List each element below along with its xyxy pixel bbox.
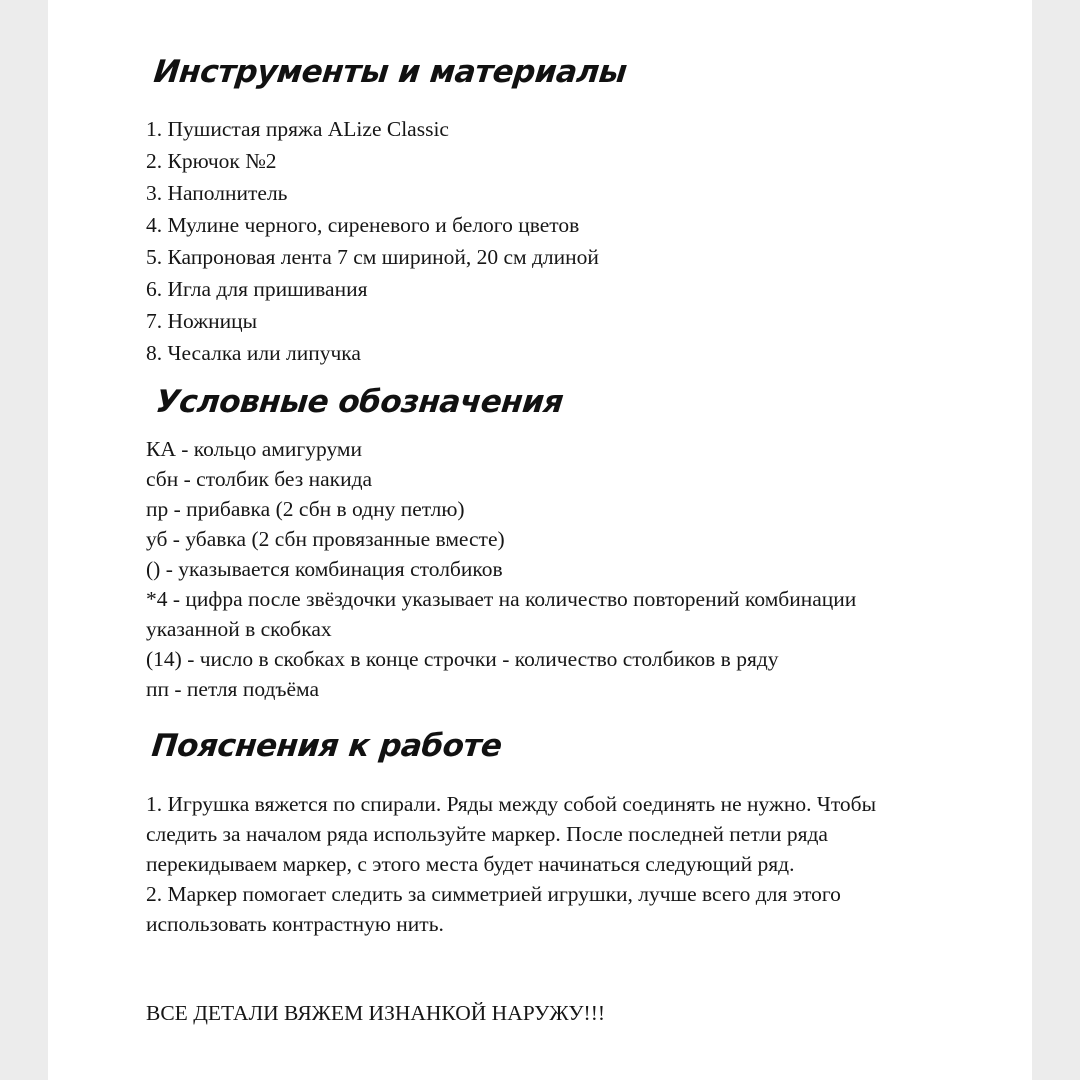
document-page: [48, 0, 1032, 1080]
note-paragraph: 2. Маркер помогает следить за симметрией игрушки, лучше всего для этого использовать контрастную нить.: [146, 882, 841, 936]
list-item: 4. Мулине черного, сиреневого и белого цветов: [146, 213, 580, 237]
list-item: 1. Пушистая пряжа ALize Classic: [146, 117, 449, 141]
list-item: *4 - цифра после звёздочки указывает на количество повторений комбинации указанной в скобках: [146, 587, 857, 641]
abbreviations-list: [146, 434, 936, 704]
footer-note: ВСЕ ДЕТАЛИ ВЯЖЕМ ИЗНАНКОЙ НАРУЖУ!!!: [146, 1001, 606, 1025]
list-item: сбн - столбик без накида: [146, 467, 373, 491]
list-item: 6. Игла для пришивания: [146, 277, 368, 301]
list-item: пр - прибавка (2 сбн в одну петлю): [146, 497, 465, 521]
list-item: 7. Ножницы: [146, 309, 258, 333]
tools-list: [146, 113, 599, 369]
list-item: (14) - число в скобках в конце строчки - количество столбиков в ряду: [146, 647, 779, 671]
list-item: КА - кольцо амигуруми: [146, 437, 363, 461]
list-item: пп - петля подъёма: [146, 677, 320, 701]
list-item: уб - убавка (2 сбн провязанные вместе): [146, 527, 505, 551]
list-item: () - указывается комбинация столбиков: [146, 557, 503, 581]
tools-heading: Инструменты и материалы: [152, 54, 629, 90]
notes-heading: Пояснения к работе: [150, 728, 504, 764]
notes-block: [146, 789, 936, 939]
list-item: 8. Чесалка или липучка: [146, 341, 361, 365]
list-item: 2. Крючок №2: [146, 149, 277, 173]
note-paragraph: 1. Игрушка вяжется по спирали. Ряды между собой соединять не нужно. Чтобы следить за началом ряда используйте маркер. После последней петли ряда перекидываем маркер, с этого места будет начинаться следующий ряд.: [146, 792, 877, 876]
abbreviations-heading: Условные обозначения: [154, 384, 565, 420]
list-item: 5. Капроновая лента 7 см шириной, 20 см длиной: [146, 245, 599, 269]
list-item: 3. Наполнитель: [146, 181, 288, 205]
